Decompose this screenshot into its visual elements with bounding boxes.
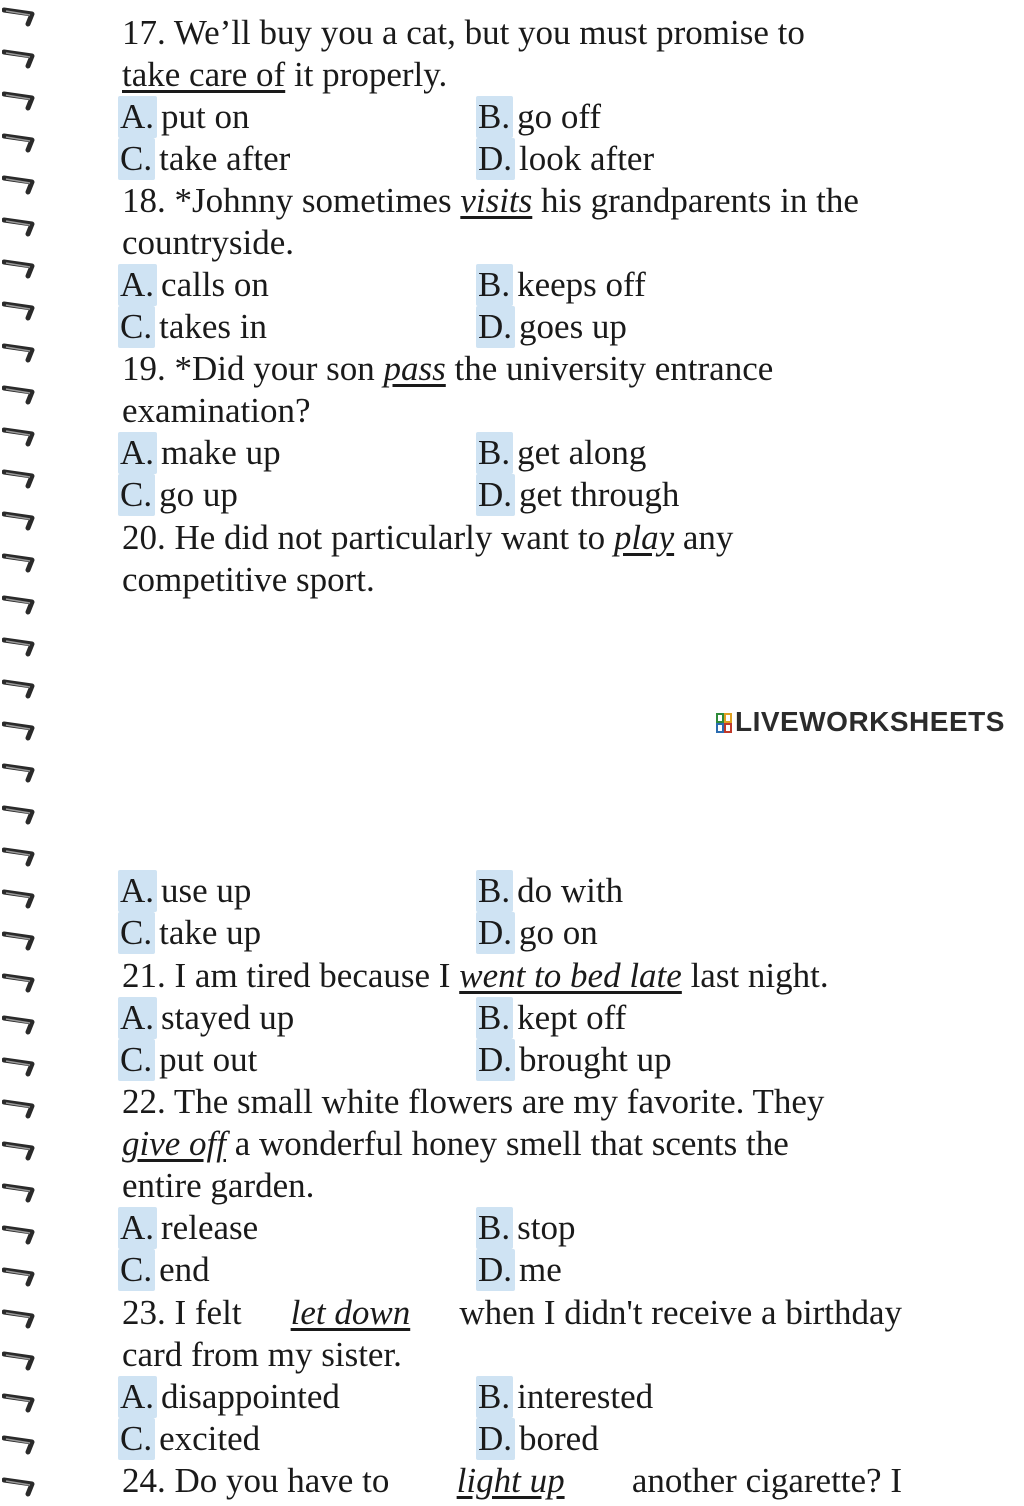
binding-ring-icon bbox=[2, 342, 38, 364]
question-19-highlight: pass bbox=[383, 349, 446, 388]
question-21-highlight: went to bed late bbox=[459, 956, 682, 995]
question-19-line-1: 19. *Did your son pass the university entrance bbox=[122, 349, 774, 388]
question-24-highlight: light up bbox=[456, 1461, 565, 1500]
question-21-line-1: 21. I am tired because I went to bed late last night. bbox=[122, 956, 829, 995]
binding-ring-icon bbox=[2, 1056, 38, 1078]
question-19-option-b[interactable]: B. get along bbox=[478, 433, 647, 472]
question-21-option-a[interactable]: A. stayed up bbox=[120, 998, 295, 1037]
liveworksheets-logo: LIVEWORKSHEETS bbox=[716, 706, 1005, 738]
question-19-option-c[interactable]: C. go up bbox=[120, 475, 238, 514]
binding-ring-icon bbox=[2, 174, 38, 196]
question-19-line-2: examination? bbox=[122, 391, 311, 430]
binding-ring-icon bbox=[2, 6, 38, 28]
question-20-option-c[interactable]: C. take up bbox=[120, 913, 262, 952]
question-17-line-1: 17. We’ll buy you a cat, but you must promise to bbox=[122, 13, 805, 52]
question-18-option-b[interactable]: B. keeps off bbox=[478, 265, 646, 304]
question-23-option-a[interactable]: A. disappointed bbox=[120, 1377, 340, 1416]
question-22-line-1: 22. The small white flowers are my favorite. They bbox=[122, 1082, 825, 1121]
binding-ring-icon bbox=[2, 1476, 38, 1498]
question-17-option-b[interactable]: B. go off bbox=[478, 97, 602, 136]
binding-ring-icon bbox=[2, 1434, 38, 1456]
binding-ring-icon bbox=[2, 90, 38, 112]
question-17-option-d[interactable]: D. look after bbox=[478, 139, 655, 178]
spiral-binding bbox=[0, 0, 48, 1506]
binding-ring-icon bbox=[2, 1098, 38, 1120]
question-23-line-2: card from my sister. bbox=[122, 1335, 402, 1374]
binding-ring-icon bbox=[2, 1392, 38, 1414]
question-23-option-d[interactable]: D. bored bbox=[478, 1419, 599, 1458]
question-22-option-b[interactable]: B. stop bbox=[478, 1208, 576, 1247]
question-22-option-c[interactable]: C. end bbox=[120, 1250, 210, 1289]
binding-ring-icon bbox=[2, 930, 38, 952]
binding-ring-icon bbox=[2, 510, 38, 532]
binding-ring-icon bbox=[2, 678, 38, 700]
question-21-option-b[interactable]: B. kept off bbox=[478, 998, 627, 1037]
question-20-line-1: 20. He did not particularly want to play any bbox=[122, 518, 734, 557]
question-19-option-d[interactable]: D. get through bbox=[478, 475, 680, 514]
question-20-highlight: play bbox=[613, 518, 675, 557]
question-18-option-a[interactable]: A. calls on bbox=[120, 265, 269, 304]
question-23-highlight: let down bbox=[290, 1293, 411, 1332]
binding-ring-icon bbox=[2, 552, 38, 574]
binding-ring-icon bbox=[2, 48, 38, 70]
question-17-option-a[interactable]: A. put on bbox=[120, 97, 250, 136]
binding-ring-icon bbox=[2, 888, 38, 910]
question-23-option-c[interactable]: C. excited bbox=[120, 1419, 261, 1458]
binding-ring-icon bbox=[2, 132, 38, 154]
question-20-option-b[interactable]: B. do with bbox=[478, 871, 624, 910]
binding-ring-icon bbox=[2, 972, 38, 994]
question-21-option-c[interactable]: C. put out bbox=[120, 1040, 258, 1079]
question-19-option-a[interactable]: A. make up bbox=[120, 433, 281, 472]
question-23-option-b[interactable]: B. interested bbox=[478, 1377, 654, 1416]
binding-ring-icon bbox=[2, 1140, 38, 1162]
question-17-highlight: take care of bbox=[122, 55, 286, 94]
binding-ring-icon bbox=[2, 1266, 38, 1288]
binding-ring-icon bbox=[2, 720, 38, 742]
question-21-option-d[interactable]: D. brought up bbox=[478, 1040, 672, 1079]
question-20-option-a[interactable]: A. use up bbox=[120, 871, 252, 910]
binding-ring-icon bbox=[2, 1308, 38, 1330]
binding-ring-icon bbox=[2, 300, 38, 322]
binding-ring-icon bbox=[2, 216, 38, 238]
question-22-line-2: give off a wonderful honey smell that scents the bbox=[122, 1124, 789, 1163]
binding-ring-icon bbox=[2, 258, 38, 280]
question-24-line-1: 24. Do you have to light up another cigarette? I bbox=[122, 1461, 902, 1500]
question-22-option-d[interactable]: D. me bbox=[478, 1250, 562, 1289]
question-20-line-2: competitive sport. bbox=[122, 560, 375, 599]
question-18-line-1: 18. *Johnny sometimes visits his grandparents in the bbox=[122, 181, 859, 220]
question-23-line-1: 23. I felt let down when I didn't receive a birthday bbox=[122, 1293, 902, 1332]
question-22-option-a[interactable]: A. release bbox=[120, 1208, 259, 1247]
question-18-option-c[interactable]: C. takes in bbox=[120, 307, 267, 346]
binding-ring-icon bbox=[2, 846, 38, 868]
binding-ring-icon bbox=[2, 1350, 38, 1372]
question-18-highlight: visits bbox=[460, 181, 533, 220]
binding-ring-icon bbox=[2, 636, 38, 658]
binding-ring-icon bbox=[2, 1224, 38, 1246]
question-22-line-3: entire garden. bbox=[122, 1166, 315, 1205]
question-22-highlight: give off bbox=[122, 1124, 226, 1163]
binding-ring-icon bbox=[2, 762, 38, 784]
question-17-line-2: take care of it properly. bbox=[122, 55, 448, 94]
binding-ring-icon bbox=[2, 804, 38, 826]
question-20-option-d[interactable]: D. go on bbox=[478, 913, 598, 952]
binding-ring-icon bbox=[2, 1014, 38, 1036]
binding-ring-icon bbox=[2, 468, 38, 490]
binding-ring-icon bbox=[2, 1182, 38, 1204]
question-18-option-d[interactable]: D. goes up bbox=[478, 307, 627, 346]
binding-ring-icon bbox=[2, 384, 38, 406]
binding-ring-icon bbox=[2, 426, 38, 448]
binding-ring-icon bbox=[2, 594, 38, 616]
question-17-option-c[interactable]: C. take after bbox=[120, 139, 291, 178]
question-18-line-2: countryside. bbox=[122, 223, 295, 262]
liveworksheets-logo-icon bbox=[716, 713, 732, 733]
